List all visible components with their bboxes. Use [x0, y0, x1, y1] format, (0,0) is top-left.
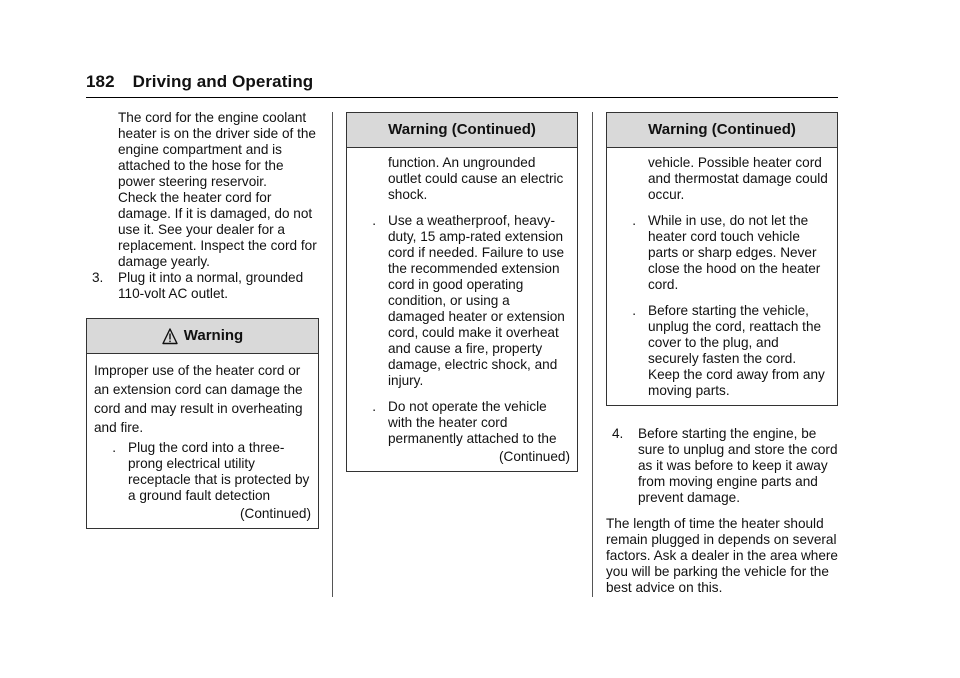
step-text: Before starting the engine, be sure to unplug and store the cord as it was before to keep it away from moving engine parts and prevent damage. [638, 426, 838, 505]
warning-bullet [614, 303, 830, 399]
warning-bullet [354, 399, 570, 447]
step-number: 4. [612, 426, 624, 441]
bullet-text: Use a weatherproof, heavy-duty, 15 amp-rated extension cord if needed. Failure to use the recommended extension cord in good operating condition, or using a damaged heater or extension cord, could make it overheat and cause a fire, property damage, electric shock, and injury. [388, 213, 565, 388]
step-number: 3. [92, 270, 104, 285]
column-1 [86, 110, 319, 529]
warning-body [607, 148, 837, 405]
step-text: Plug it into a normal, grounded 110-volt AC outlet. [118, 270, 304, 301]
warning-header [347, 113, 577, 148]
warning-title: Warning (Continued) [648, 121, 796, 138]
bullet-mark: . [632, 303, 636, 318]
warning-body [347, 148, 577, 471]
warning-intro: Improper use of the heater cord or an extension cord can damage the cord and may result in overheating and fire. [94, 363, 303, 435]
coolant-heater-location-paragraph: The cord for the engine coolant heater is on the driver side of the engine compartment and is attached to the hose for the power steering reservoir. [118, 110, 316, 189]
column-2 [346, 110, 578, 472]
section-title: Driving and Operating [132, 72, 314, 91]
warning-title: Warning (Continued) [388, 121, 536, 138]
warning-bullet [354, 213, 570, 389]
warning-lead: vehicle. Possible heater cord and thermostat damage could occur. [648, 155, 828, 202]
bullet-text: Plug the cord into a three-prong electrical utility receptacle that is protected by a ground fault detection [128, 440, 310, 503]
warning-box [86, 318, 319, 529]
plug-duration-paragraph: The length of time the heater should remain plugged in depends on several factors. Ask a dealer in the area where you will be parking the vehicle for the best advice on this. [606, 516, 838, 595]
bullet-mark: . [112, 440, 116, 455]
warning-triangle-icon [162, 328, 178, 345]
inspect-cord-paragraph: Check the heater cord for damage. If it is damaged, do not use it. See your dealer for a replacement. Inspect the cord for damage yearly. [118, 190, 317, 269]
bullet-mark: . [632, 213, 636, 228]
step-3 [86, 270, 319, 302]
warning-bullet [614, 213, 830, 293]
column-divider-2 [592, 112, 593, 597]
warning-continued-box [606, 112, 838, 406]
bullet-text: Before starting the vehicle, unplug the cord, reattach the cover to the plug, and securely fasten the cord. Keep the cord away from any moving parts. [648, 303, 825, 398]
warning-header [607, 113, 837, 148]
bullet-text: While in use, do not let the heater cord touch vehicle parts or sharp edges. Never close the hood on the heater cord. [648, 213, 821, 292]
header-rule [86, 97, 838, 98]
column-3 [606, 110, 838, 596]
bullet-text: Do not operate the vehicle with the heater cord permanently attached to the [388, 399, 557, 446]
step-4 [606, 426, 838, 506]
page-header [86, 72, 313, 92]
warning-continued-box [346, 112, 578, 472]
bullet-mark: . [372, 399, 376, 414]
page-number: 182 [86, 72, 115, 91]
bullet-mark: . [372, 213, 376, 228]
warning-header [87, 319, 318, 354]
continued-note: (Continued) [239, 506, 311, 521]
warning-lead: function. An ungrounded outlet could cause an electric shock. [388, 155, 564, 202]
warning-body [87, 354, 318, 528]
continued-note: (Continued) [498, 449, 570, 464]
warning-title: Warning [183, 327, 244, 344]
warning-bullet [94, 440, 311, 504]
column-divider-1 [332, 112, 333, 597]
